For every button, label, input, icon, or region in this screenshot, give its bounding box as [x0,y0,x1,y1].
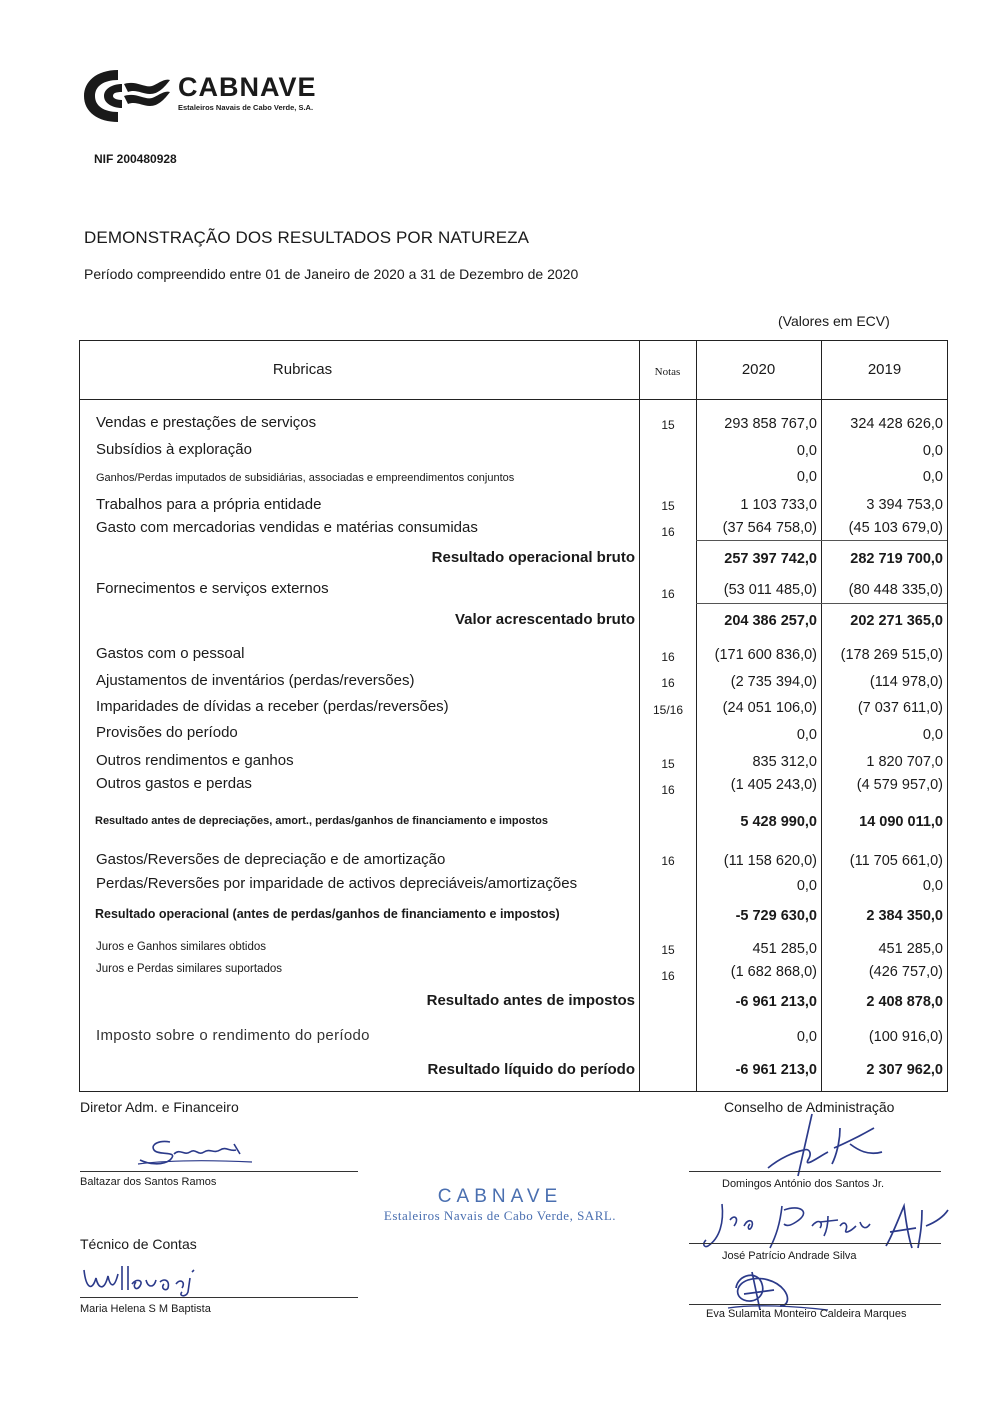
row-value-2019: 202 271 365,0 [850,613,943,629]
row-value-2019: 2 384 350,0 [866,908,943,924]
header-2019: 2019 [867,361,902,378]
row-value-2020: (37 564 758,0) [722,520,817,536]
row-value-2020: 0,0 [796,443,817,459]
signature-baltazar-icon [130,1130,260,1172]
row-label: Trabalhos para a própria entidade [96,496,322,513]
row-note: 16 [661,525,675,539]
row-value-2019: (7 037 611,0) [857,700,943,716]
header-2020: 2020 [741,361,776,378]
row-value-2019: 2 408 878,0 [866,994,943,1010]
row-label: Gasto com mercadorias vendidas e matérias consumidas [96,519,478,536]
signer-name: Eva Sulamita Monteiro Caldeira Marques [706,1308,907,1320]
row-note: 16 [661,969,675,983]
row-value-2019: (4 579 957,0) [856,777,943,793]
row-note: 16 [661,650,675,664]
row-note: 15 [661,943,675,957]
row-value-2019: (100 916,0) [868,1029,943,1045]
signer-name: José Patrício Andrade Silva [722,1250,857,1262]
subtotal-rule [696,540,821,541]
subtotal-label: Resultado operacional (antes de perdas/ganhos de financiamento e impostos) [95,907,560,921]
row-value-2020: 0,0 [796,1029,817,1045]
row-value-2019: 2 307 962,0 [866,1062,943,1078]
row-note: 15 [661,757,675,771]
row-value-2019: 0,0 [922,727,943,743]
row-value-2020: 1 103 733,0 [740,497,817,513]
signature-line [689,1243,941,1244]
row-note: 15 [661,418,675,432]
signer-name: Domingos António dos Santos Jr. [722,1178,885,1190]
header-divider [80,399,947,400]
signer-name: Maria Helena S M Baptista [80,1303,211,1315]
stamp-company-legal-name: Estaleiros Navais de Cabo Verde, SARL. [383,1208,617,1223]
company-stamp [340,1186,660,1224]
row-value-2019: 0,0 [922,443,943,459]
subtotal-label: Valor acrescentado bruto [454,611,635,628]
row-label: Gastos com o pessoal [96,645,245,662]
signature-line [80,1297,358,1298]
row-value-2019: 0,0 [922,878,943,894]
income-statement-table [79,340,948,1092]
signature-line [80,1171,358,1172]
row-label: Juros e Perdas similares suportados [96,963,282,975]
row-label: Juros e Ganhos similares obtidos [96,941,267,953]
row-value-2019: 324 428 626,0 [850,416,943,432]
row-value-2019: 14 090 011,0 [859,814,943,830]
subtotal-label: Resultado antes de impostos [426,992,635,1009]
row-note: 15 [661,499,675,513]
row-value-2019: 0,0 [922,469,943,485]
subtotal-label: Resultado operacional bruto [431,549,635,566]
signature-jose-patricio-icon [700,1196,950,1256]
row-label: Subsídios à exploração [96,441,252,458]
row-value-2019: (80 448 335,0) [848,582,943,598]
header-rubricas: Rubricas [272,361,333,378]
row-value-2019: (178 269 515,0) [840,647,943,663]
row-value-2020: 5 428 990,0 [740,814,817,830]
row-label: Outros rendimentos e ganhos [96,752,294,769]
row-value-2020: 293 858 767,0 [724,416,817,432]
currency-note: (Valores em ECV) [778,313,890,329]
row-label: Provisões do período [96,724,238,741]
subtotal-label: Resultado antes de depreciações, amort., perdas/ganhos de financiamento e impostos [95,815,548,827]
row-label: Outros gastos e perdas [96,775,252,792]
row-label: Gastos/Reversões de depreciação e de amortização [96,851,446,868]
row-note: 15/16 [652,703,684,717]
row-value-2020: (11 158 620,0) [723,853,817,869]
net-result-label: Resultado líquido do período [427,1061,635,1078]
row-value-2020: (1 405 243,0) [730,777,817,793]
signature-maria-helena-icon [78,1258,228,1300]
row-value-2020: -5 729 630,0 [735,908,817,924]
row-value-2019: (114 978,0) [869,674,943,690]
row-value-2019: (11 705 661,0) [849,853,943,869]
row-note: 16 [661,587,675,601]
row-value-2020: (171 600 836,0) [714,647,817,663]
stamp-company-name: CABNAVE [437,1186,563,1207]
row-value-2020: 451 285,0 [752,941,817,957]
row-value-2020: -6 961 213,0 [735,994,817,1010]
row-label: Ajustamentos de inventários (perdas/reversões) [96,672,415,689]
row-value-2020: 835 312,0 [752,754,817,770]
row-value-2019: 451 285,0 [878,941,943,957]
row-value-2020: 0,0 [796,727,817,743]
row-value-2020: -6 961 213,0 [735,1062,817,1078]
subtotal-rule [821,540,947,541]
signature-line [689,1171,941,1172]
subtotal-rule [696,603,821,604]
logo-subtitle: Estaleiros Navais de Cabo Verde, S.A. [178,103,314,112]
header-notas: Notas [654,366,681,378]
nif-number: NIF 200480928 [94,152,177,166]
row-label: Ganhos/Perdas imputados de subsidiárias, associadas e empreendimentos conjuntos [96,472,515,484]
row-value-2020: 0,0 [796,878,817,894]
document-title: DEMONSTRAÇÃO DOS RESULTADOS POR NATUREZA [84,228,530,247]
document-period: Período compreendido entre 01 de Janeiro de 2020 a 31 de Dezembro de 2020 [84,266,579,282]
row-value-2020: (2 735 394,0) [730,674,817,690]
row-value-2020: 0,0 [796,469,817,485]
signature-line [689,1304,941,1305]
row-value-2020: (1 682 868,0) [730,964,817,980]
column-divider [696,341,697,1091]
row-value-2020: 204 386 257,0 [724,613,817,629]
row-note: 16 [661,854,675,868]
column-divider [821,341,822,1091]
row-note: 16 [661,783,675,797]
cabnave-logo-icon [78,62,174,128]
row-note: 16 [661,676,675,690]
role-financial-director: Diretor Adm. e Financeiro [80,1099,239,1115]
row-value-2019: (45 103 679,0) [848,520,943,536]
row-label: Imposto sobre o rendimento do período [96,1027,370,1044]
company-logo [78,62,348,132]
signer-name: Baltazar dos Santos Ramos [80,1176,217,1188]
row-value-2019: (426 757,0) [868,964,943,980]
role-board-of-directors: Conselho de Administração [724,1099,895,1115]
row-value-2019: 1 820 707,0 [866,754,943,770]
logo-name: CABNAVE [178,72,317,102]
role-accountant: Técnico de Contas [80,1236,197,1252]
row-value-2020: 257 397 742,0 [724,551,817,567]
row-value-2020: (24 051 106,0) [722,700,817,716]
row-label: Vendas e prestações de serviços [96,414,317,431]
subtotal-rule [821,603,947,604]
row-value-2020: (53 011 485,0) [723,582,817,598]
row-label: Fornecimentos e serviços externos [96,580,329,597]
row-label: Perdas/Reversões por imparidade de activos depreciáveis/amortizações [96,875,578,892]
row-value-2019: 3 394 753,0 [866,497,943,513]
row-label: Imparidades de dívidas a receber (perdas/reversões) [96,698,449,715]
row-value-2019: 282 719 700,0 [850,551,943,567]
